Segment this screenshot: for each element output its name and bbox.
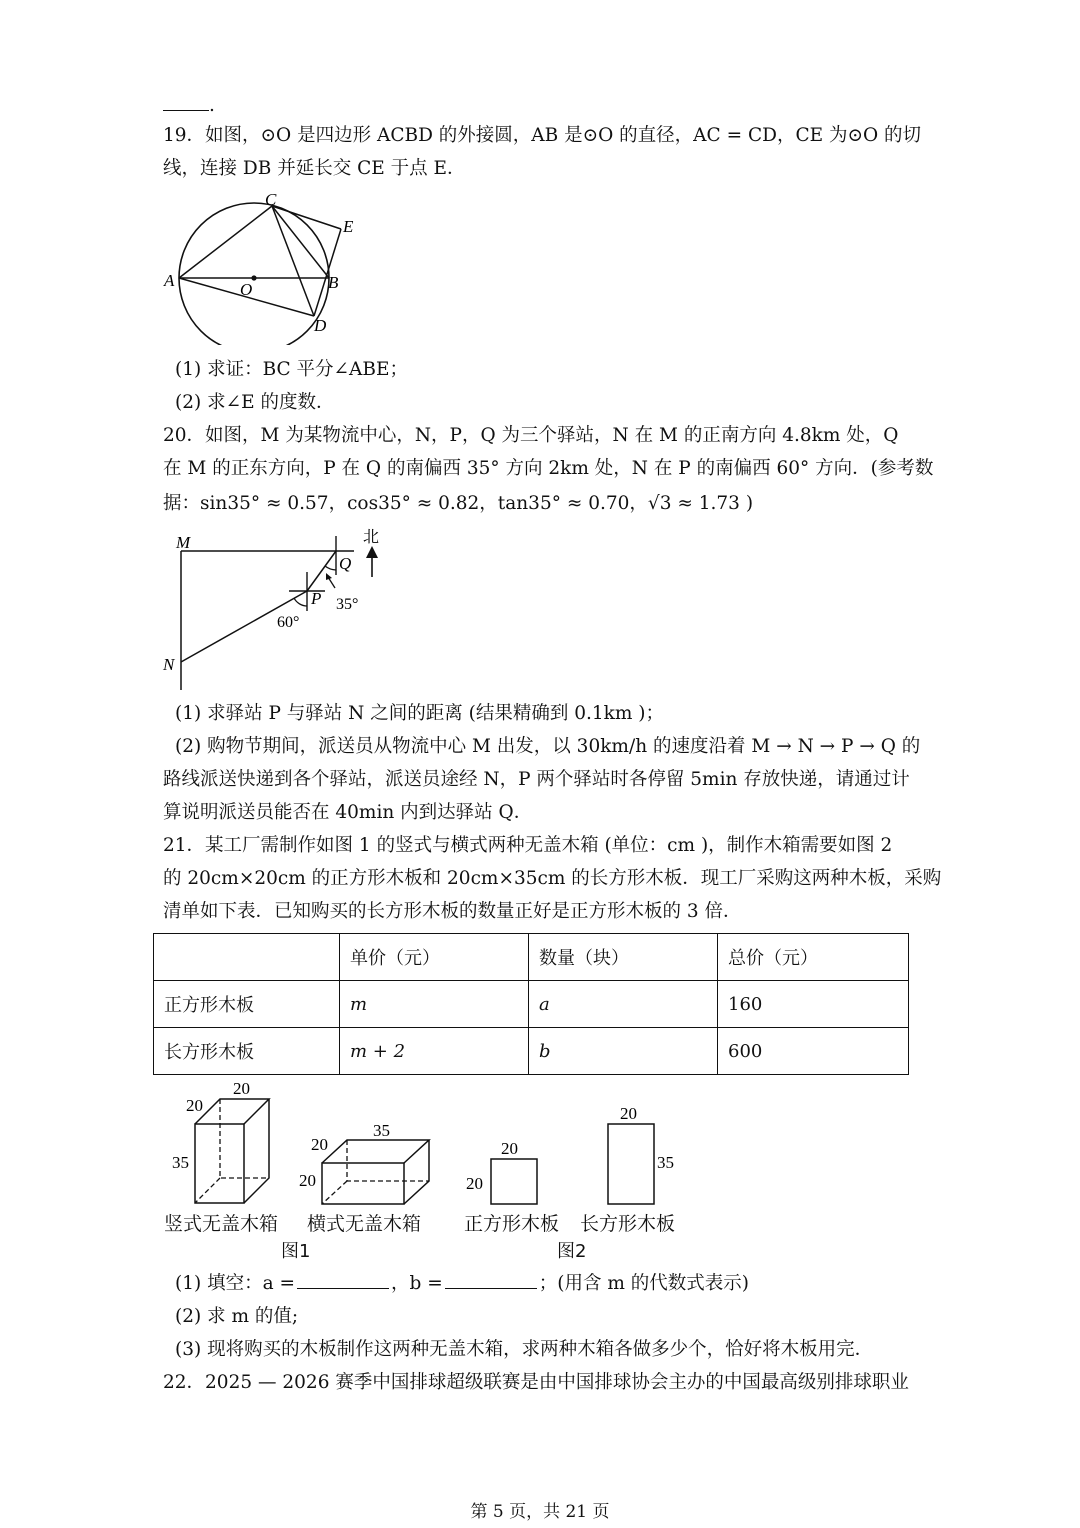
rect-width-label: 20: [620, 1104, 637, 1123]
rect-board-drawing: [608, 1124, 654, 1204]
segment-ac: [179, 206, 272, 278]
label-d: D: [314, 316, 327, 335]
table-header-cell: 总价（元）: [718, 934, 909, 981]
q21-stem-line1: 21．某工厂需制作如图 1 的竖式与横式两种无盖木箱 (单位：cm )，制作木箱需要如图 2: [163, 835, 893, 856]
page-footer: 第 5 页，共 21 页: [470, 1502, 610, 1522]
purchase-table: [153, 933, 909, 1075]
q19-sub2: (2) 求∠E 的度数．: [175, 392, 335, 413]
q21-sub2: (2) 求 m 的值;: [175, 1306, 299, 1327]
segment-qp: [307, 551, 336, 591]
square-height-label: 20: [466, 1174, 483, 1193]
q20-sub1: (1) 求驿站 P 与驿站 N 之间的距离 (结果精确到 0.1km )；: [175, 703, 664, 724]
table-cell: 600: [718, 1028, 909, 1075]
previous-answer-blank: .: [163, 94, 215, 118]
figure-1-label: 图1: [281, 1241, 311, 1262]
table-header-cell: 单价（元）: [340, 934, 529, 981]
vbox-height-label: 35: [172, 1153, 189, 1172]
angle-arc-60: [294, 598, 307, 606]
table-cell: b: [529, 1028, 718, 1075]
q19-stem-line1: 19．如图，⊙O 是四边形 ACBD 的外接圆，AB 是⊙O 的直径，AC = CD，CE 为⊙O 的切: [163, 125, 922, 146]
table-row: [154, 1028, 909, 1075]
answer-blank: [163, 96, 209, 111]
caption-vertical-box: 竖式无盖木箱: [164, 1213, 279, 1235]
label-m: M: [176, 533, 191, 552]
rect-height-label: 35: [657, 1153, 674, 1172]
label-o: O: [240, 280, 253, 299]
table-header-cell: [154, 934, 340, 981]
table-header-cell: 数量（块）: [529, 934, 718, 981]
q20-sub2-line3: 算说明派送员能否在 40min 内到达驿站 Q．: [163, 802, 533, 823]
q20-stem-line1: 20．如图，M 为某物流中心，N，P，Q 为三个驿站，N 在 M 的正南方向 4.8km 处，Q: [163, 425, 899, 446]
table-cell: 长方形木板: [154, 1028, 340, 1075]
caption-horizontal-box: 横式无盖木箱: [307, 1213, 422, 1235]
q21-stem-line2: 的 20cm×20cm 的正方形木板和 20cm×35cm 的长方形木板．现工厂采购这两种木板，采购: [163, 868, 942, 889]
label-q: Q: [339, 554, 352, 573]
q20-route-figure: [160, 525, 390, 695]
angle-arc-35: [325, 566, 336, 570]
segment-cd: [272, 206, 314, 316]
circle-o: [179, 203, 329, 345]
angle-35-pointer-head: [326, 573, 332, 580]
square-board-drawing: [491, 1159, 537, 1204]
figure-2-label: 图2: [557, 1241, 587, 1262]
label-north: 北: [363, 529, 380, 546]
horizontal-box-drawing: [322, 1140, 429, 1204]
q19-sub1: (1) 求证：BC 平分∠ABE；: [175, 359, 409, 380]
q19-circle-figure: [160, 185, 370, 345]
table-cell: 160: [718, 981, 909, 1028]
hbox-depth-label: 20: [311, 1135, 328, 1154]
table-header-row: [154, 934, 909, 981]
q20-stem-line3: 据：sin35° ≈ 0.57，cos35° ≈ 0.82，tan35° ≈ 0.70，√3 ≈ 1.73 ): [163, 493, 754, 514]
vbox-width-label: 20: [233, 1079, 250, 1098]
square-width-label: 20: [501, 1139, 518, 1158]
label-a: A: [164, 271, 175, 290]
q20-stem-line2: 在 M 的正东方向，P 在 Q 的南偏西 35° 方向 2km 处，N 在 P 的南偏西 60° 方向．(参考数: [163, 458, 934, 479]
answer-blank-a[interactable]: [297, 1274, 389, 1289]
hbox-length-label: 35: [373, 1121, 390, 1140]
q19-stem-line2: 线，连接 DB 并延长交 CE 于点 E．: [163, 158, 466, 179]
north-arrow-head: [366, 546, 378, 558]
q22-stem-line1: 22．2025 — 2026 赛季中国排球超级联赛是由中国排球协会主办的中国最高级别排球职业: [163, 1372, 909, 1393]
q21-sub3: (3) 现将购买的木板制作这两种无盖木箱，求两种木箱各做多少个，恰好将木板用完．: [175, 1339, 874, 1360]
hbox-height-label: 20: [299, 1171, 316, 1190]
table-cell: 正方形木板: [154, 981, 340, 1028]
label-n: N: [163, 655, 175, 674]
q20-sub2-line2: 路线派送快递到各个驿站，派送员途经 N，P 两个驿站时各停留 5min 存放快递，请通过计: [163, 769, 910, 790]
q20-sub2-line1: (2) 购物节期间，派送员从物流中心 M 出发，以 30km/h 的速度沿着 M → N → P → Q 的: [175, 736, 921, 757]
caption-square-board: 正方形木板: [464, 1213, 560, 1235]
answer-blank-b[interactable]: [445, 1274, 537, 1289]
label-b: B: [328, 273, 339, 292]
vbox-depth-label: 20: [186, 1096, 203, 1115]
label-e: E: [343, 217, 354, 236]
table-cell: m + 2: [340, 1028, 529, 1075]
label-angle-60: 60°: [277, 614, 300, 631]
caption-rect-board: 长方形木板: [580, 1213, 676, 1235]
label-c: C: [265, 190, 277, 209]
q21-box-figures: [160, 1075, 700, 1210]
label-p: P: [311, 589, 322, 608]
table-cell: a: [529, 981, 718, 1028]
q21-sub1: (1) 填空：a = ，b = ；(用含 m 的代数式表示): [175, 1273, 749, 1294]
vertical-box-drawing: [195, 1099, 269, 1203]
table-row: [154, 981, 909, 1028]
label-angle-35: 35°: [336, 596, 359, 613]
q21-stem-line3: 清单如下表．已知购买的长方形木板的数量正好是正方形木板的 3 倍．: [163, 901, 742, 922]
table-cell: m: [340, 981, 529, 1028]
